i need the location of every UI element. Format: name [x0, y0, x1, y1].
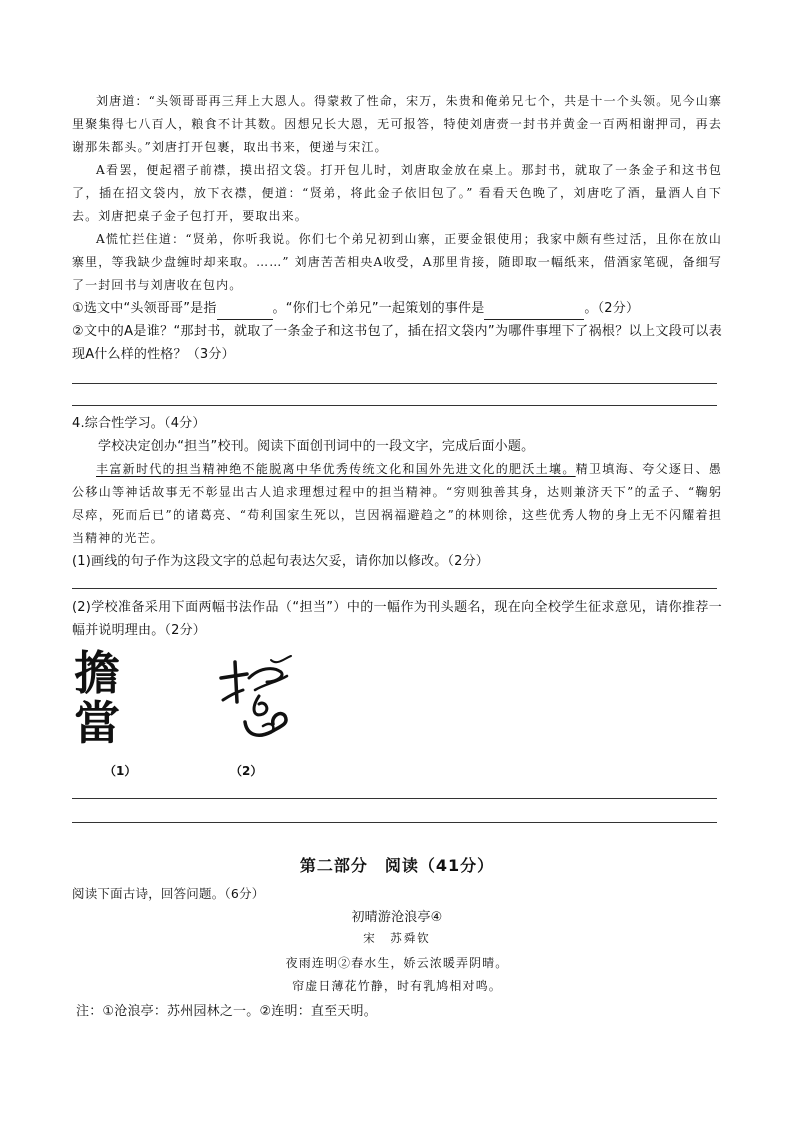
section-4-heading: 4.综合性学习。（4分） [72, 416, 206, 431]
section-4-question-1: (1)画线的句子作为这段文字的总起句表达欠妥，请你加以修改。（2分） [72, 554, 489, 569]
passage-rest: 精卫填海、夸父逐日、愚公移山等神话故事无不彰显出古人追求理想过程中的担当精神。“穷则独善其身，达则兼济天下”的孟子、“鞠躬尽瘁，死而后已”的诸葛亮、“苟利国家生死以，岂因祸福避趋之”的林则徐，这些优秀人物的身上无不闪耀着担当精神的光芒。 [72, 462, 722, 545]
calligraphy-char-1: 擔 [74, 646, 120, 700]
poem-line-2: 帘虚日薄花竹静，时有乳鸠相对鸣。 [292, 979, 502, 993]
answer-line[interactable] [72, 383, 717, 384]
question-1-text-b: 。“你们七个弟兄”一起策划的事件是 [272, 301, 485, 316]
answer-line[interactable] [72, 798, 717, 799]
poem-author: 宋 苏舜钦 [363, 931, 431, 945]
passage-paragraph-1: 刘唐道：“头领哥哥再三拜上大恩人。得蒙救了性命，宋万，朱贵和俺弟兄七个，共是十一个头领。见今山寨里聚集得七八百人，粮食不计其数。因想兄长大恩，无可报答，特使刘唐赍一封书并黄金一百两相谢押司，再去谢那朱都头。”刘唐打开包裹，取出书来，便递与宋江。 [72, 94, 722, 154]
calligraphy-label-2: （2） [230, 764, 263, 778]
underlined-sentence: 丰富新时代的担当精神绝不能脱离中华优秀传统文化和国外先进文化的肥沃土壤。 [96, 462, 576, 476]
calligraphy-char-2: 當 [74, 696, 120, 750]
answer-line[interactable] [72, 588, 717, 589]
section-4-question-2: (2)学校准备采用下面两幅书法作品（“担当”）中的一幅作为刊头题名，现在向全校学生征求意见，请你推荐一幅并说明理由。（2分） [72, 600, 722, 638]
poem-line-1: 夜雨连明②春水生，娇云浓暖弄阴晴。 [285, 956, 509, 970]
part-2-instruction: 阅读下面古诗，回答问题。（6分） [72, 886, 265, 901]
passage-paragraph-3: A慌忙拦住道：“贤弟，你听我说。你们七个弟兄初到山寨，正要金银使用；我家中颇有些过活，且你在放山寨里，等我缺少盘缠时却来取。……” 刘唐苦苦相央A收受，A那里肯接，随即取一幅纸来，借酒家笔砚，备细写了一封回书与刘唐收在包内。 [72, 232, 722, 292]
question-1 [72, 297, 722, 320]
calligraphy-option-1[interactable] [74, 648, 164, 748]
answer-blank-leader[interactable] [217, 305, 273, 320]
answer-blank-event[interactable] [484, 305, 584, 320]
part-2-title: 第二部分 阅读（41分） [299, 856, 495, 875]
section-4-passage [72, 458, 722, 550]
calligraphy-option-2-image[interactable] [215, 652, 305, 744]
section-4-intro: 学校决定创办“担当”校刊。阅读下面创刊词中的一段文字，完成后面小题。 [98, 439, 535, 454]
poem-note: 注：①沧浪亭：苏州园林之一。②连明：直至天明。 [76, 1004, 377, 1019]
question-2: ②文中的A是谁？“那封书，就取了一条金子和这书包了，插在招文袋内”为哪件事埋下了祸根？以上文段可以表现A什么样的性格？（3分） [72, 324, 722, 362]
answer-line[interactable] [72, 822, 717, 823]
calligraphy-label-1: （1） [104, 764, 137, 778]
poem-title: 初晴游沧浪亭④ [351, 910, 443, 925]
question-1-text-c: 。（2分） [584, 301, 640, 316]
answer-line[interactable] [72, 405, 717, 406]
question-1-text-a: ①选文中“头领哥哥”是指 [72, 301, 217, 316]
passage-paragraph-2: A看罢，便起褶子前襟，摸出招文袋。打开包儿时，刘唐取金放在桌上。那封书，就取了一条金子和这书包了，插在招文袋内，放下衣襟，便道：“贤弟，将此金子依旧包了。” 看看天色晚了，刘唐吃了酒，量酒人自下去。刘唐把桌子金子包打开，要取出来。 [72, 163, 722, 223]
